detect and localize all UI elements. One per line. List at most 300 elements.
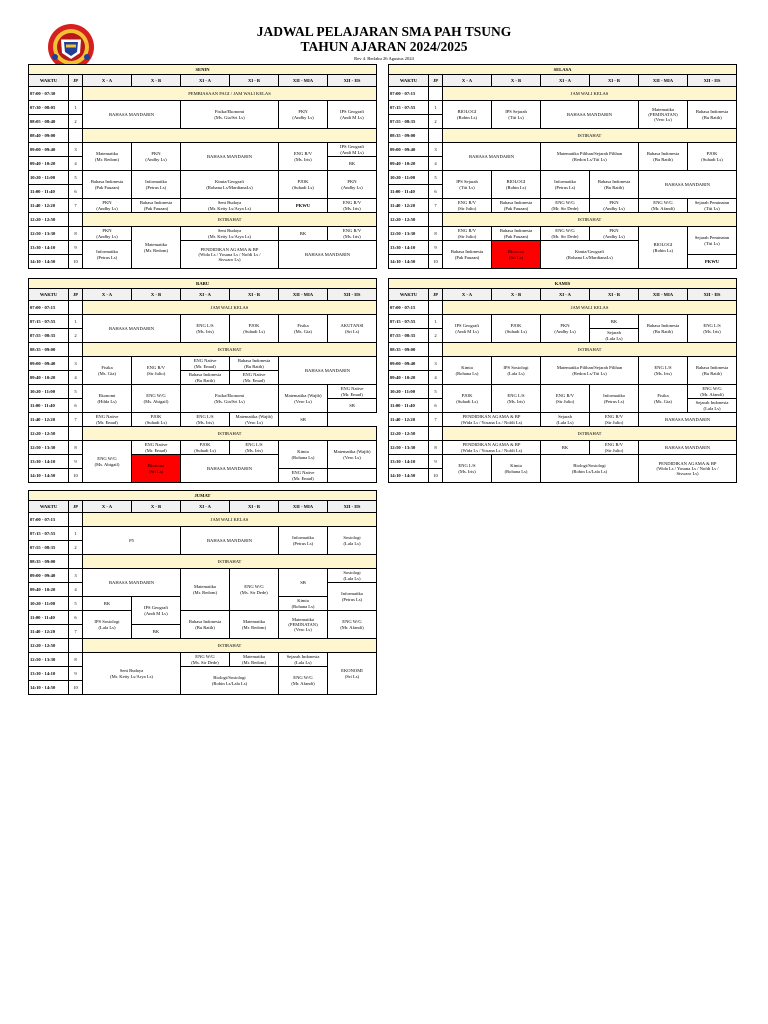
subject-cell: Sosiologi (Lala Ls) <box>328 569 377 583</box>
table-row <box>29 315 377 329</box>
period-cell: 7 <box>429 199 443 213</box>
period-cell: 3 <box>429 357 443 371</box>
subject-cell: BAHASA MANDARIN <box>639 441 737 455</box>
table-row <box>389 143 737 157</box>
subject-cell: PKN (Andhy Ls) <box>83 199 132 213</box>
time-cell: 13:30 - 14:10 <box>389 241 429 255</box>
period-cell: 1 <box>69 101 83 115</box>
time-cell: 11:40 - 12:20 <box>29 625 69 639</box>
time-cell: 07:00 - 07:15 <box>29 513 69 527</box>
time-cell: 11:40 - 12:20 <box>29 199 69 213</box>
subject-cell: PKN (Andhy Ls) <box>590 199 639 213</box>
revision-note: Rev 4. Berlaku 26 Agustus 2024 <box>354 56 414 61</box>
subject-cell: Matematika (PEMINATAN) (Vero Ls) <box>639 101 688 129</box>
subject-cell: ENG R/V (Sir Julio) <box>590 413 639 427</box>
period-cell: 7 <box>69 413 83 427</box>
subject-cell: IPS Sejarah (Titi Ls) <box>492 101 541 129</box>
table-row <box>29 639 377 653</box>
column-header: JP <box>69 501 83 513</box>
time-cell: 11:00 - 11:40 <box>29 611 69 625</box>
subject-cell: SB <box>279 569 328 597</box>
time-cell: 07:55 - 08:35 <box>29 541 69 555</box>
period-cell: 10 <box>429 255 443 269</box>
period-cell <box>69 213 83 227</box>
subject-cell: Sejarah Indonesia (Lala Ls) <box>279 653 328 667</box>
time-cell: 09:00 - 09:40 <box>29 143 69 157</box>
subject-cell: BIOLOGI (Robin Ls) <box>639 227 688 269</box>
column-header: WAKTU <box>389 289 429 301</box>
table-row <box>389 129 737 143</box>
schedule-table-jumat <box>28 490 377 695</box>
table-row <box>389 315 737 329</box>
subject-cell: ENG Native (Mr. Emad) <box>230 371 279 385</box>
subject-cell: Bahasa Indonesia (Pak Fauzan) <box>492 227 541 241</box>
subject-cell: BK <box>83 597 132 611</box>
time-cell: 08:35 - 09:00 <box>389 129 429 143</box>
subject-cell: ENG Native (Mr. Emad) <box>83 413 132 427</box>
period-cell: 9 <box>69 241 83 255</box>
subject-cell: Matematika (Mr. Redom) <box>83 143 132 171</box>
period-cell <box>429 301 443 315</box>
period-cell: 9 <box>429 241 443 255</box>
subject-cell: ENG R/V (Ms. Iris) <box>328 199 377 213</box>
time-cell: 07:30 - 08:05 <box>29 101 69 115</box>
table-row <box>389 227 737 241</box>
period-cell: 3 <box>69 357 83 371</box>
subject-cell: BAHASA MANDARIN <box>83 101 181 129</box>
table-row <box>29 101 377 115</box>
column-header: XI - B <box>590 289 639 301</box>
subject-cell: ENG R/V (Ms. Iris) <box>279 143 328 171</box>
subject-cell: SB <box>328 399 377 413</box>
table-row <box>29 87 377 101</box>
subject-cell: JAM WALI KELAS <box>83 301 377 315</box>
column-header: X - A <box>83 501 132 513</box>
subject-cell: ENG R/V (Ms. Iris) <box>328 227 377 241</box>
subject-cell: Informatika (Petrus Ls) <box>279 527 328 555</box>
day-title: RABU <box>29 279 377 289</box>
time-cell: 11:00 - 11:40 <box>389 185 429 199</box>
period-cell <box>69 343 83 357</box>
subject-cell: Sejarah (Lala Ls) <box>541 413 590 427</box>
subject-cell: ENG R/V (Sir Julio) <box>443 199 492 213</box>
subject-cell: Matematika (Mr. Redom) <box>230 611 279 639</box>
table-row <box>29 413 377 427</box>
subject-cell: Matematika (Mr. Redom) <box>181 569 230 611</box>
subject-cell: BK <box>132 625 181 639</box>
period-cell <box>429 213 443 227</box>
period-cell: 6 <box>429 185 443 199</box>
column-header: X - B <box>132 501 181 513</box>
time-cell: 12:50 - 13:30 <box>29 227 69 241</box>
day-title: JUMAT <box>29 491 377 501</box>
subject-cell: BIOLOGI (Robin Ls) <box>492 171 541 199</box>
time-cell: 08:35 - 09:00 <box>29 555 69 569</box>
column-header: XI - B <box>230 75 279 87</box>
period-cell: 5 <box>69 597 83 611</box>
table-row <box>29 441 377 455</box>
period-cell: 10 <box>429 469 443 483</box>
subject-cell: Seni Budaya (Mr. Ketty Ls/Arya Ls) <box>83 653 181 695</box>
period-cell: 7 <box>69 199 83 213</box>
subject-cell: BAHASA MANDARIN <box>181 455 279 483</box>
table-row <box>29 427 377 441</box>
time-cell: 09:40 - 10:20 <box>29 157 69 171</box>
day-title: SELASA <box>389 65 737 75</box>
subject-cell: PJOK (Suhadi Ls) <box>132 413 181 427</box>
subject-cell: Bahasa Indonesia (Bu Ratih) <box>688 357 737 385</box>
table-row <box>389 213 737 227</box>
schedule-table-rabu <box>28 278 377 483</box>
subject-cell: Matematika (Mr. Redom) <box>230 653 279 667</box>
table-row <box>29 227 377 241</box>
period-cell <box>69 129 83 143</box>
subject-cell: PKWU <box>688 255 737 269</box>
subject-cell: IPS Sejarah (Titi Ls) <box>443 171 492 199</box>
period-cell: 8 <box>69 653 83 667</box>
subject-cell: Bahasa Indonesia (Bu Ratih) <box>639 143 688 171</box>
period-cell <box>429 427 443 441</box>
subject-cell: ENG Native (Mr. Emad) <box>279 469 328 483</box>
period-cell: 6 <box>69 185 83 199</box>
period-cell: 2 <box>69 329 83 343</box>
subject-cell: JAM WALI KELAS <box>443 301 737 315</box>
period-cell <box>69 513 83 527</box>
table-row <box>29 611 377 625</box>
subject-cell: Fisika (Ms. Gia) <box>639 385 688 413</box>
time-cell: 07:55 - 08:35 <box>29 329 69 343</box>
subject-cell: PENDIDIKAN AGAMA & BP (Wida Ls / Yosana Ls / Nofdi Ls / Siswaro Ls) <box>639 455 737 483</box>
time-cell: 10:20 - 11:00 <box>29 597 69 611</box>
period-cell: 2 <box>429 329 443 343</box>
subject-cell: ENG Native (Mr. Emad) <box>328 385 377 399</box>
time-cell: 07:00 - 07:15 <box>389 301 429 315</box>
subject-cell: Ekonomi (Sri Ls) <box>132 455 181 483</box>
table-row <box>389 357 737 371</box>
subject-cell: Sejarah Peminatan (Titi Ls) <box>688 199 737 213</box>
time-cell: 09:40 - 10:20 <box>29 371 69 385</box>
subject-cell: Informatika (Petrus Ls) <box>590 385 639 413</box>
schedule-table-kamis <box>388 278 737 483</box>
period-cell <box>429 87 443 101</box>
subject-cell: Kimia/Geografi (Rohana Ls/MardianaLs) <box>541 241 639 269</box>
period-cell: 6 <box>429 399 443 413</box>
table-row <box>389 343 737 357</box>
period-cell: 5 <box>69 385 83 399</box>
period-cell: 10 <box>69 681 83 695</box>
subject-cell: ENG L/S (Ms. Iris) <box>181 413 230 427</box>
time-cell: 08:40 - 09:00 <box>29 129 69 143</box>
subject-cell: Fisika/Ekonomi (Ms. Gia/Sri Ls) <box>181 101 279 129</box>
subject-cell: ENG W/G (Mr. Afandi) <box>639 199 688 213</box>
subject-cell: ENG W/G (Ms. Sir Dede) <box>181 653 230 667</box>
column-header: XII - MIA <box>639 75 688 87</box>
period-cell: 9 <box>69 667 83 681</box>
time-cell: 14:10 - 14:50 <box>389 255 429 269</box>
subject-cell: BAHASA MANDARIN <box>181 143 279 171</box>
column-header: JP <box>429 75 443 87</box>
subject-cell: PKN (Andhy Ls) <box>541 315 590 343</box>
subject-cell: ISTIRAHAT <box>83 639 377 653</box>
subject-cell: ENG Native (Mr. Emad) <box>181 357 230 371</box>
subject-cell: PKN (Andhy Ls) <box>83 227 132 241</box>
subject-cell: P5 <box>83 527 181 555</box>
subject-cell: JAM WALI KELAS <box>83 513 377 527</box>
column-header: XI - A <box>541 75 590 87</box>
time-cell: 11:40 - 12:20 <box>29 413 69 427</box>
column-header: JP <box>429 289 443 301</box>
time-cell: 09:00 - 09:40 <box>389 143 429 157</box>
subject-cell: ENG L/S (Ms. Iris) <box>230 441 279 455</box>
subject-cell: ENG W/G (Ms. Sir Dede) <box>230 569 279 611</box>
table-row <box>29 301 377 315</box>
subject-cell: Sejarah Indonesia (Lala Ls) <box>688 399 737 413</box>
table-row <box>29 385 377 399</box>
time-cell: 12:50 - 13:30 <box>29 441 69 455</box>
time-cell: 13:30 - 14:10 <box>29 667 69 681</box>
subject-cell: Informatika (Petrus Ls) <box>83 241 132 269</box>
time-cell: 09:40 - 10:20 <box>389 371 429 385</box>
subject-cell: Ekonomi (Hilda Ls) <box>83 385 132 413</box>
day-title: KAMIS <box>389 279 737 289</box>
subject-cell: PENDIDIKAN AGAMA & BP (Wida Ls / Yosana Ls / Nofdi Ls) <box>443 441 541 455</box>
time-cell: 08:35 - 09:00 <box>29 343 69 357</box>
period-cell <box>429 343 443 357</box>
column-header: WAKTU <box>29 289 69 301</box>
column-header: XI - B <box>590 75 639 87</box>
subject-cell: BK <box>328 157 377 171</box>
subject-cell: Kimia (Rohana Ls) <box>492 455 541 483</box>
subject-cell: PKN (Andhy Ls) <box>328 171 377 199</box>
subject-cell: ENG W/G (Mr. Afandi) <box>328 611 377 639</box>
period-cell <box>69 301 83 315</box>
subject-cell: BK <box>279 227 328 241</box>
subject-cell: Kimia/Geografi (Rohana Ls/MardianaLs) <box>181 171 279 199</box>
period-cell <box>69 639 83 653</box>
table-row <box>389 427 737 441</box>
day-title: SENIN <box>29 65 377 75</box>
column-header: XII - MIA <box>279 75 328 87</box>
subject-cell: Bahasa Indonesia (Pak Fauzan) <box>83 171 132 199</box>
column-header: X - B <box>132 289 181 301</box>
subject-cell: Fisika (Ms. Gia) <box>279 315 328 343</box>
subject-cell: ENG Native (Mr. Emad) <box>132 441 181 455</box>
column-header: XI - B <box>230 501 279 513</box>
table-row <box>29 555 377 569</box>
subject-cell: Matematika (Wajib) (Vero Ls) <box>328 441 377 469</box>
subject-cell: EKONOMI (Sri Ls) <box>328 653 377 695</box>
time-cell: 12:50 - 13:30 <box>29 653 69 667</box>
subject-cell: BAHASA MANDARIN <box>279 241 377 269</box>
period-cell: 6 <box>69 399 83 413</box>
time-cell: 08:05 - 08:40 <box>29 115 69 129</box>
period-cell: 5 <box>69 171 83 185</box>
subject-cell: ISTIRAHAT <box>443 129 737 143</box>
subject-cell: ENG W/G (Mr. Afandi) <box>688 385 737 399</box>
period-cell: 9 <box>429 455 443 469</box>
subject-cell: Kimia (Rohana Ls) <box>279 441 328 469</box>
period-cell: 2 <box>429 115 443 129</box>
period-cell: 8 <box>429 227 443 241</box>
subject-cell: PKN (Andhy Ls) <box>590 227 639 241</box>
period-cell: 10 <box>69 255 83 269</box>
time-cell: 07:00 - 07:15 <box>389 87 429 101</box>
subject-cell: ENG L/S (Ms. Iris) <box>688 315 737 343</box>
period-cell: 2 <box>69 541 83 555</box>
period-cell: 3 <box>69 143 83 157</box>
subject-cell: ENG W/G (Mr. Afandi) <box>279 667 328 695</box>
subject-cell: JAM WALI KELAS <box>443 87 737 101</box>
period-cell: 4 <box>69 583 83 597</box>
subject-cell: ENG W/G (Ms. Abigail) <box>132 385 181 413</box>
column-header: XII - MIA <box>279 501 328 513</box>
subject-cell: IPS Geografi (Andi M Ls) <box>132 597 181 625</box>
time-cell: 07:15 - 07:55 <box>29 315 69 329</box>
time-cell: 10:20 - 11:00 <box>29 171 69 185</box>
time-cell: 07:15 - 07:55 <box>29 527 69 541</box>
column-header: X - A <box>443 75 492 87</box>
subject-cell: BAHASA MANDARIN <box>181 527 279 555</box>
subject-cell: PJOK (Suhadi Ls) <box>492 315 541 343</box>
period-cell: 4 <box>69 371 83 385</box>
time-cell: 08:35 - 09:00 <box>389 343 429 357</box>
column-header: XII - IIS <box>688 289 737 301</box>
time-cell: 07:55 - 08:35 <box>389 329 429 343</box>
subject-cell: Sosiologi (Lala Ls) <box>328 527 377 555</box>
table-row <box>29 653 377 667</box>
subject-cell: BIOLOGI (Robin Ls) <box>443 101 492 129</box>
page-subtitle: TAHUN AJARAN 2024/2025 <box>300 39 468 54</box>
column-header: XI - B <box>230 289 279 301</box>
table-row <box>29 213 377 227</box>
time-cell: 14:10 - 14:50 <box>29 681 69 695</box>
subject-cell: ENG W/G (Mr. Sir Dede) <box>541 227 590 241</box>
table-row <box>389 301 737 315</box>
subject-cell: Informatika (Petrus Ls) <box>328 583 377 611</box>
time-cell: 12:50 - 13:30 <box>389 227 429 241</box>
period-cell: 3 <box>69 569 83 583</box>
time-cell: 12:20 - 12:50 <box>389 427 429 441</box>
subject-cell: PKN (Andhy Ls) <box>279 101 328 129</box>
table-row <box>29 667 377 681</box>
subject-cell: Bahasa Indonesia (Bu Ratih) <box>639 315 688 343</box>
column-header: X - A <box>83 75 132 87</box>
subject-cell: PEMBIASAAN PAGI / JAM WALI KELAS <box>83 87 377 101</box>
time-cell: 11:00 - 11:40 <box>29 399 69 413</box>
subject-cell: IPS Sosiologi (Lala Ls) <box>83 611 132 639</box>
time-cell: 07:00 - 07:15 <box>29 301 69 315</box>
subject-cell: BAHASA MANDARIN <box>639 171 737 199</box>
time-cell: 12:20 - 12:50 <box>29 427 69 441</box>
subject-cell: Matematika Pilihan/Sejarah Pilihan (Redon Ls/Titi Ls) <box>541 357 639 385</box>
table-row <box>29 241 377 255</box>
subject-cell: ENG R/V (Sir Julio) <box>132 357 181 385</box>
time-cell: 14:10 - 14:50 <box>29 469 69 483</box>
period-cell: 3 <box>429 143 443 157</box>
time-cell: 07:00 - 07:30 <box>29 87 69 101</box>
subject-cell: ENG R/V (Sir Julio) <box>541 385 590 413</box>
subject-cell: ISTIRAHAT <box>443 343 737 357</box>
time-cell: 13:30 - 14:10 <box>29 455 69 469</box>
subject-cell: BAHASA MANDARIN <box>279 357 377 385</box>
column-header: XII - IIS <box>328 501 377 513</box>
table-row <box>29 143 377 157</box>
time-cell: 12:20 - 12:50 <box>29 639 69 653</box>
time-cell: 09:00 - 09:40 <box>389 357 429 371</box>
table-row <box>389 413 737 427</box>
subject-cell: BAHASA MANDARIN <box>443 143 541 171</box>
subject-cell: Matematika Pilihan/Sejarah Pilihan (Redon Ls/Titi Ls) <box>541 143 639 171</box>
subject-cell: Bahasa Indonesia (Bu Ratih) <box>181 611 230 639</box>
period-cell: 1 <box>429 315 443 329</box>
period-cell: 9 <box>69 455 83 469</box>
period-cell: 8 <box>429 441 443 455</box>
subject-cell <box>328 469 377 483</box>
subject-cell: Bahasa Indonesia (Pak Fauzan) <box>443 241 492 269</box>
subject-cell: IPS Geografi (Andi M Ls) <box>328 101 377 129</box>
time-cell: 09:40 - 10:20 <box>29 583 69 597</box>
table-row <box>389 441 737 455</box>
subject-cell: ENG W/G (Mr. Sir Dede) <box>541 199 590 213</box>
column-header: XI - A <box>541 289 590 301</box>
subject-cell: ENG L/S (Ms. Iris) <box>639 357 688 385</box>
period-cell: 2 <box>69 115 83 129</box>
period-cell <box>429 129 443 143</box>
subject-cell: PKN (Andhy Ls) <box>132 143 181 171</box>
subject-cell: PJOK (Suhadi Ls) <box>181 441 230 455</box>
subject-cell: SB <box>279 413 328 427</box>
column-header: JP <box>69 289 83 301</box>
table-row <box>389 101 737 115</box>
subject-cell: ISTIRAHAT <box>83 427 377 441</box>
subject-cell: BAHASA MANDARIN <box>541 101 639 129</box>
time-cell: 10:20 - 11:00 <box>389 385 429 399</box>
subject-cell: IPS Geografi (Andi M Ls) <box>328 143 377 157</box>
subject-cell: Bahasa Indonesia (Bu Ratih) <box>590 171 639 199</box>
subject-cell: Sejarah Peminatan (Titi Ls) <box>688 227 737 255</box>
column-header: X - A <box>83 289 132 301</box>
subject-cell: ISTIRAHAT <box>83 343 377 357</box>
subject-cell: Bahasa Indonesia (Bu Ratih) <box>181 371 230 385</box>
time-cell: 11:00 - 11:40 <box>389 399 429 413</box>
table-row <box>29 129 377 143</box>
table-row <box>389 199 737 213</box>
subject-cell: ENG L/S (Ms. Iris) <box>443 455 492 483</box>
subject-cell: BK <box>541 441 590 455</box>
time-cell: 12:20 - 12:50 <box>29 213 69 227</box>
subject-cell: Biologi/Sosiologi (Robin Ls/Lala Ls) <box>541 455 639 483</box>
period-cell <box>69 555 83 569</box>
time-cell: 09:00 - 09:40 <box>29 357 69 371</box>
subject-cell: ISTIRAHAT <box>443 427 737 441</box>
period-cell <box>69 427 83 441</box>
column-header: XI - A <box>181 75 230 87</box>
table-row <box>389 385 737 399</box>
time-cell: 14:10 - 14:50 <box>389 469 429 483</box>
subject-cell: Matematika (Wajib) (Vero Ls) <box>279 385 328 413</box>
period-cell: 7 <box>429 413 443 427</box>
subject-cell: AKUTANSI (Sri Ls) <box>328 315 377 343</box>
subject-cell: BK <box>590 315 639 329</box>
subject-cell: BAHASA MANDARIN <box>83 315 181 343</box>
subject-cell: Bahasa Indonesia (Pak Fauzan) <box>132 199 181 213</box>
table-row <box>29 357 377 371</box>
subject-cell <box>83 129 377 143</box>
time-cell: 12:50 - 13:30 <box>389 441 429 455</box>
time-cell: 11:40 - 12:20 <box>389 199 429 213</box>
subject-cell: Ekonomi (Sri Ls) <box>492 241 541 269</box>
column-header: X - B <box>132 75 181 87</box>
